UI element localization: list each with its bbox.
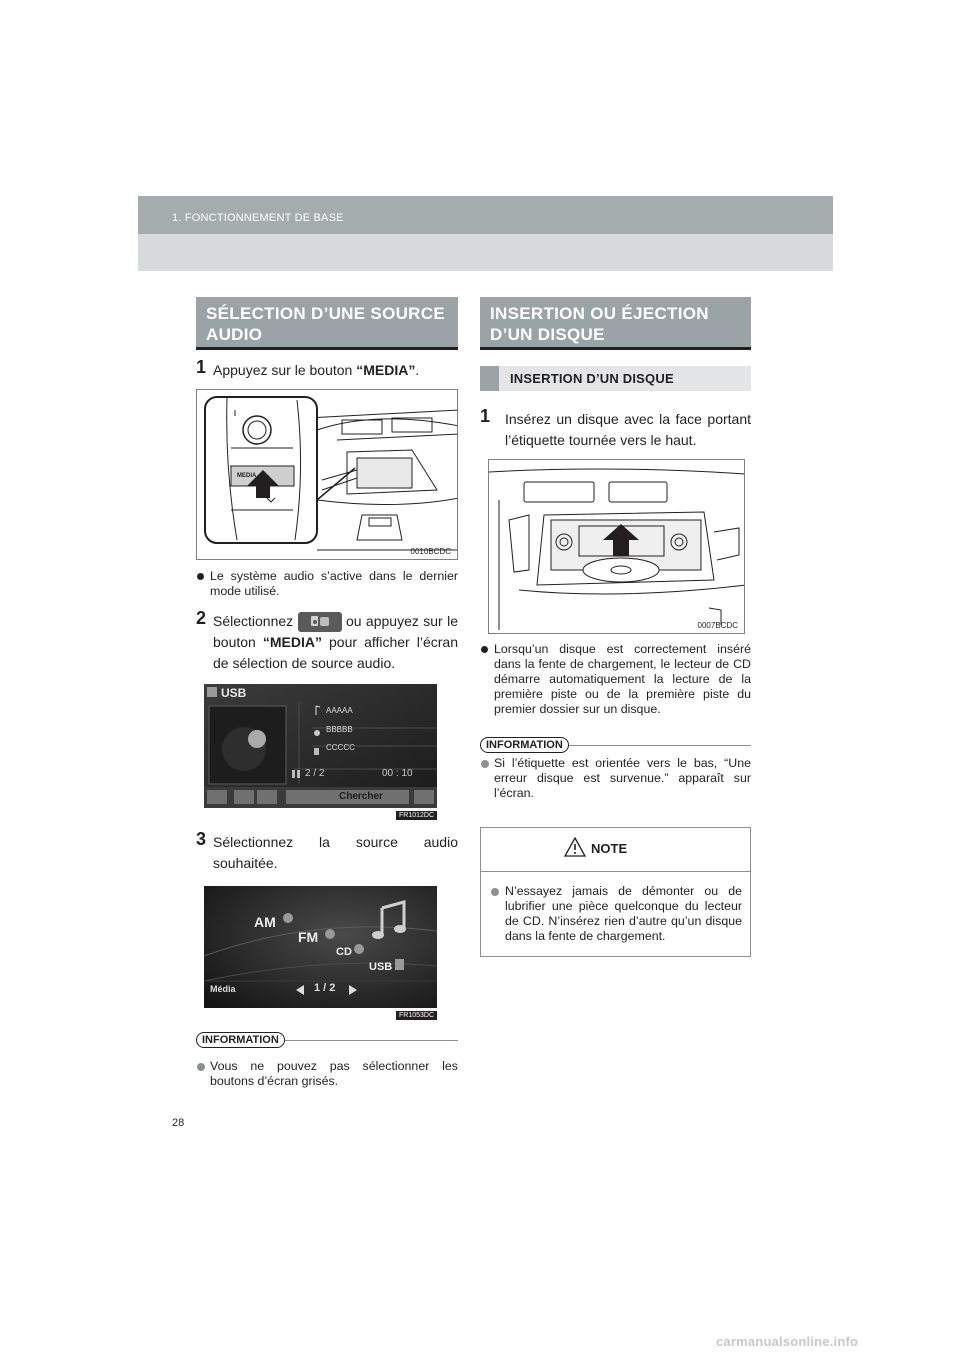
note-header: [481, 828, 750, 872]
audio-source-icon: [298, 612, 342, 632]
subtitle-marker: [480, 366, 499, 391]
usb-source-label: USB: [221, 686, 247, 701]
chapter-title: 1. FONCTIONNEMENT DE BASE: [172, 212, 344, 224]
media-button-label: MEDIA: [237, 473, 257, 479]
media-label: Média: [210, 984, 236, 995]
bullet-dot-icon: [481, 760, 489, 768]
section-title-disc: INSERTION OU ÉJECTION D’UN DISQUE: [480, 297, 751, 350]
watermark-footer: carmanualsonline.info: [716, 1334, 859, 1349]
source-cd[interactable]: CD: [336, 946, 352, 959]
info-badge-wrapper: [196, 1030, 458, 1048]
note-box: [480, 827, 751, 957]
elapsed-time: 00 : 10: [382, 768, 413, 780]
step-number: 1: [480, 406, 491, 426]
track-label-3: CCCCC: [326, 743, 355, 753]
track-count: 2 / 2: [305, 768, 325, 780]
figure-code: FR1012DC: [396, 811, 437, 820]
chapter-header-subband: [138, 234, 833, 271]
page-number: 28: [172, 1117, 185, 1129]
figure-code: 0010BCDC: [410, 547, 451, 556]
warning-triangle-icon: [564, 837, 586, 857]
search-button[interactable]: Chercher: [339, 791, 383, 803]
source-fm[interactable]: FM: [298, 929, 319, 946]
bullet-dot-icon: [491, 888, 499, 896]
section-title-audio-source: SÉLECTION D’UNE SOURCE AUDIO: [196, 297, 458, 350]
figure-source-selection-screen: [204, 886, 437, 1020]
figure-media-button: [196, 389, 458, 560]
dashboard-illustration: [197, 390, 458, 560]
step-1-insert-disc: 1 Insérez un disque avec la face portant l’étiquette tournée vers le haut.: [480, 406, 751, 448]
bullet-dot-icon: [197, 573, 204, 580]
bullet-auto-play: Lorsqu’un disque est correctement inséré dans la fente de chargement, le lecteur de CD démarre automatiquement la lecture de la première piste ou de la première piste du premier dossier sur un disque.: [480, 642, 751, 717]
subsection-title-insert: INSERTION D’UN DISQUE: [480, 366, 751, 391]
track-label-2: BBBBB: [326, 725, 353, 735]
note-label: NOTE: [591, 841, 628, 856]
bullet-last-mode: Le système audio s’active dans le dernier mode utilisé.: [196, 569, 458, 599]
info-label-down: Si l’étiquette est orientée vers le bas, “Une erreur disque est survenue.” apparaît sur l’écran.: [480, 756, 751, 801]
figure-disc-insertion: [488, 459, 745, 634]
bullet-dot-icon: [481, 646, 488, 653]
figure-code: FR1053DC: [396, 1011, 437, 1020]
source-usb[interactable]: USB: [369, 961, 393, 974]
figure-code: 0007BCDC: [697, 621, 738, 630]
page-indicator: 1 / 2: [314, 982, 336, 995]
step-2-select-audio: 2 Sélectionnez ou appuyez sur le bouton “MEDIA” pour afficher l’écran de sélection de source audio.: [196, 608, 458, 672]
information-badge: INFORMATION: [480, 737, 569, 753]
step-number: 3: [196, 829, 207, 850]
info-greyed-buttons: Vous ne pouvez pas sélectionner les boutons d’écran grisés.: [196, 1059, 458, 1089]
step-number: 1: [196, 357, 207, 377]
usb-screen-illustration: [204, 684, 437, 808]
left-column: [196, 297, 458, 1089]
info-badge-wrapper: [480, 735, 751, 753]
track-label-1: AAAAA: [326, 706, 353, 716]
source-am[interactable]: AM: [254, 914, 276, 931]
figure-usb-screen: [204, 684, 437, 820]
step-number: 2: [196, 608, 207, 628]
bullet-dot-icon: [197, 1063, 205, 1071]
step-3-choose-source: 3 Sélectionnez la source audio souhaitée.: [196, 829, 458, 872]
step-1-press-media: 1 Appuyez sur le bouton “MEDIA”.: [196, 357, 420, 378]
information-badge: INFORMATION: [196, 1032, 285, 1048]
disc-insertion-illustration: [489, 460, 745, 634]
note-no-disassembly: N’essayez jamais de démonter ou de lubrifier une pièce quelconque du lecteur de CD. N’insérez rien d’autre qu’un disque dans la fente de chargement.: [481, 872, 750, 956]
right-column: [480, 297, 751, 957]
